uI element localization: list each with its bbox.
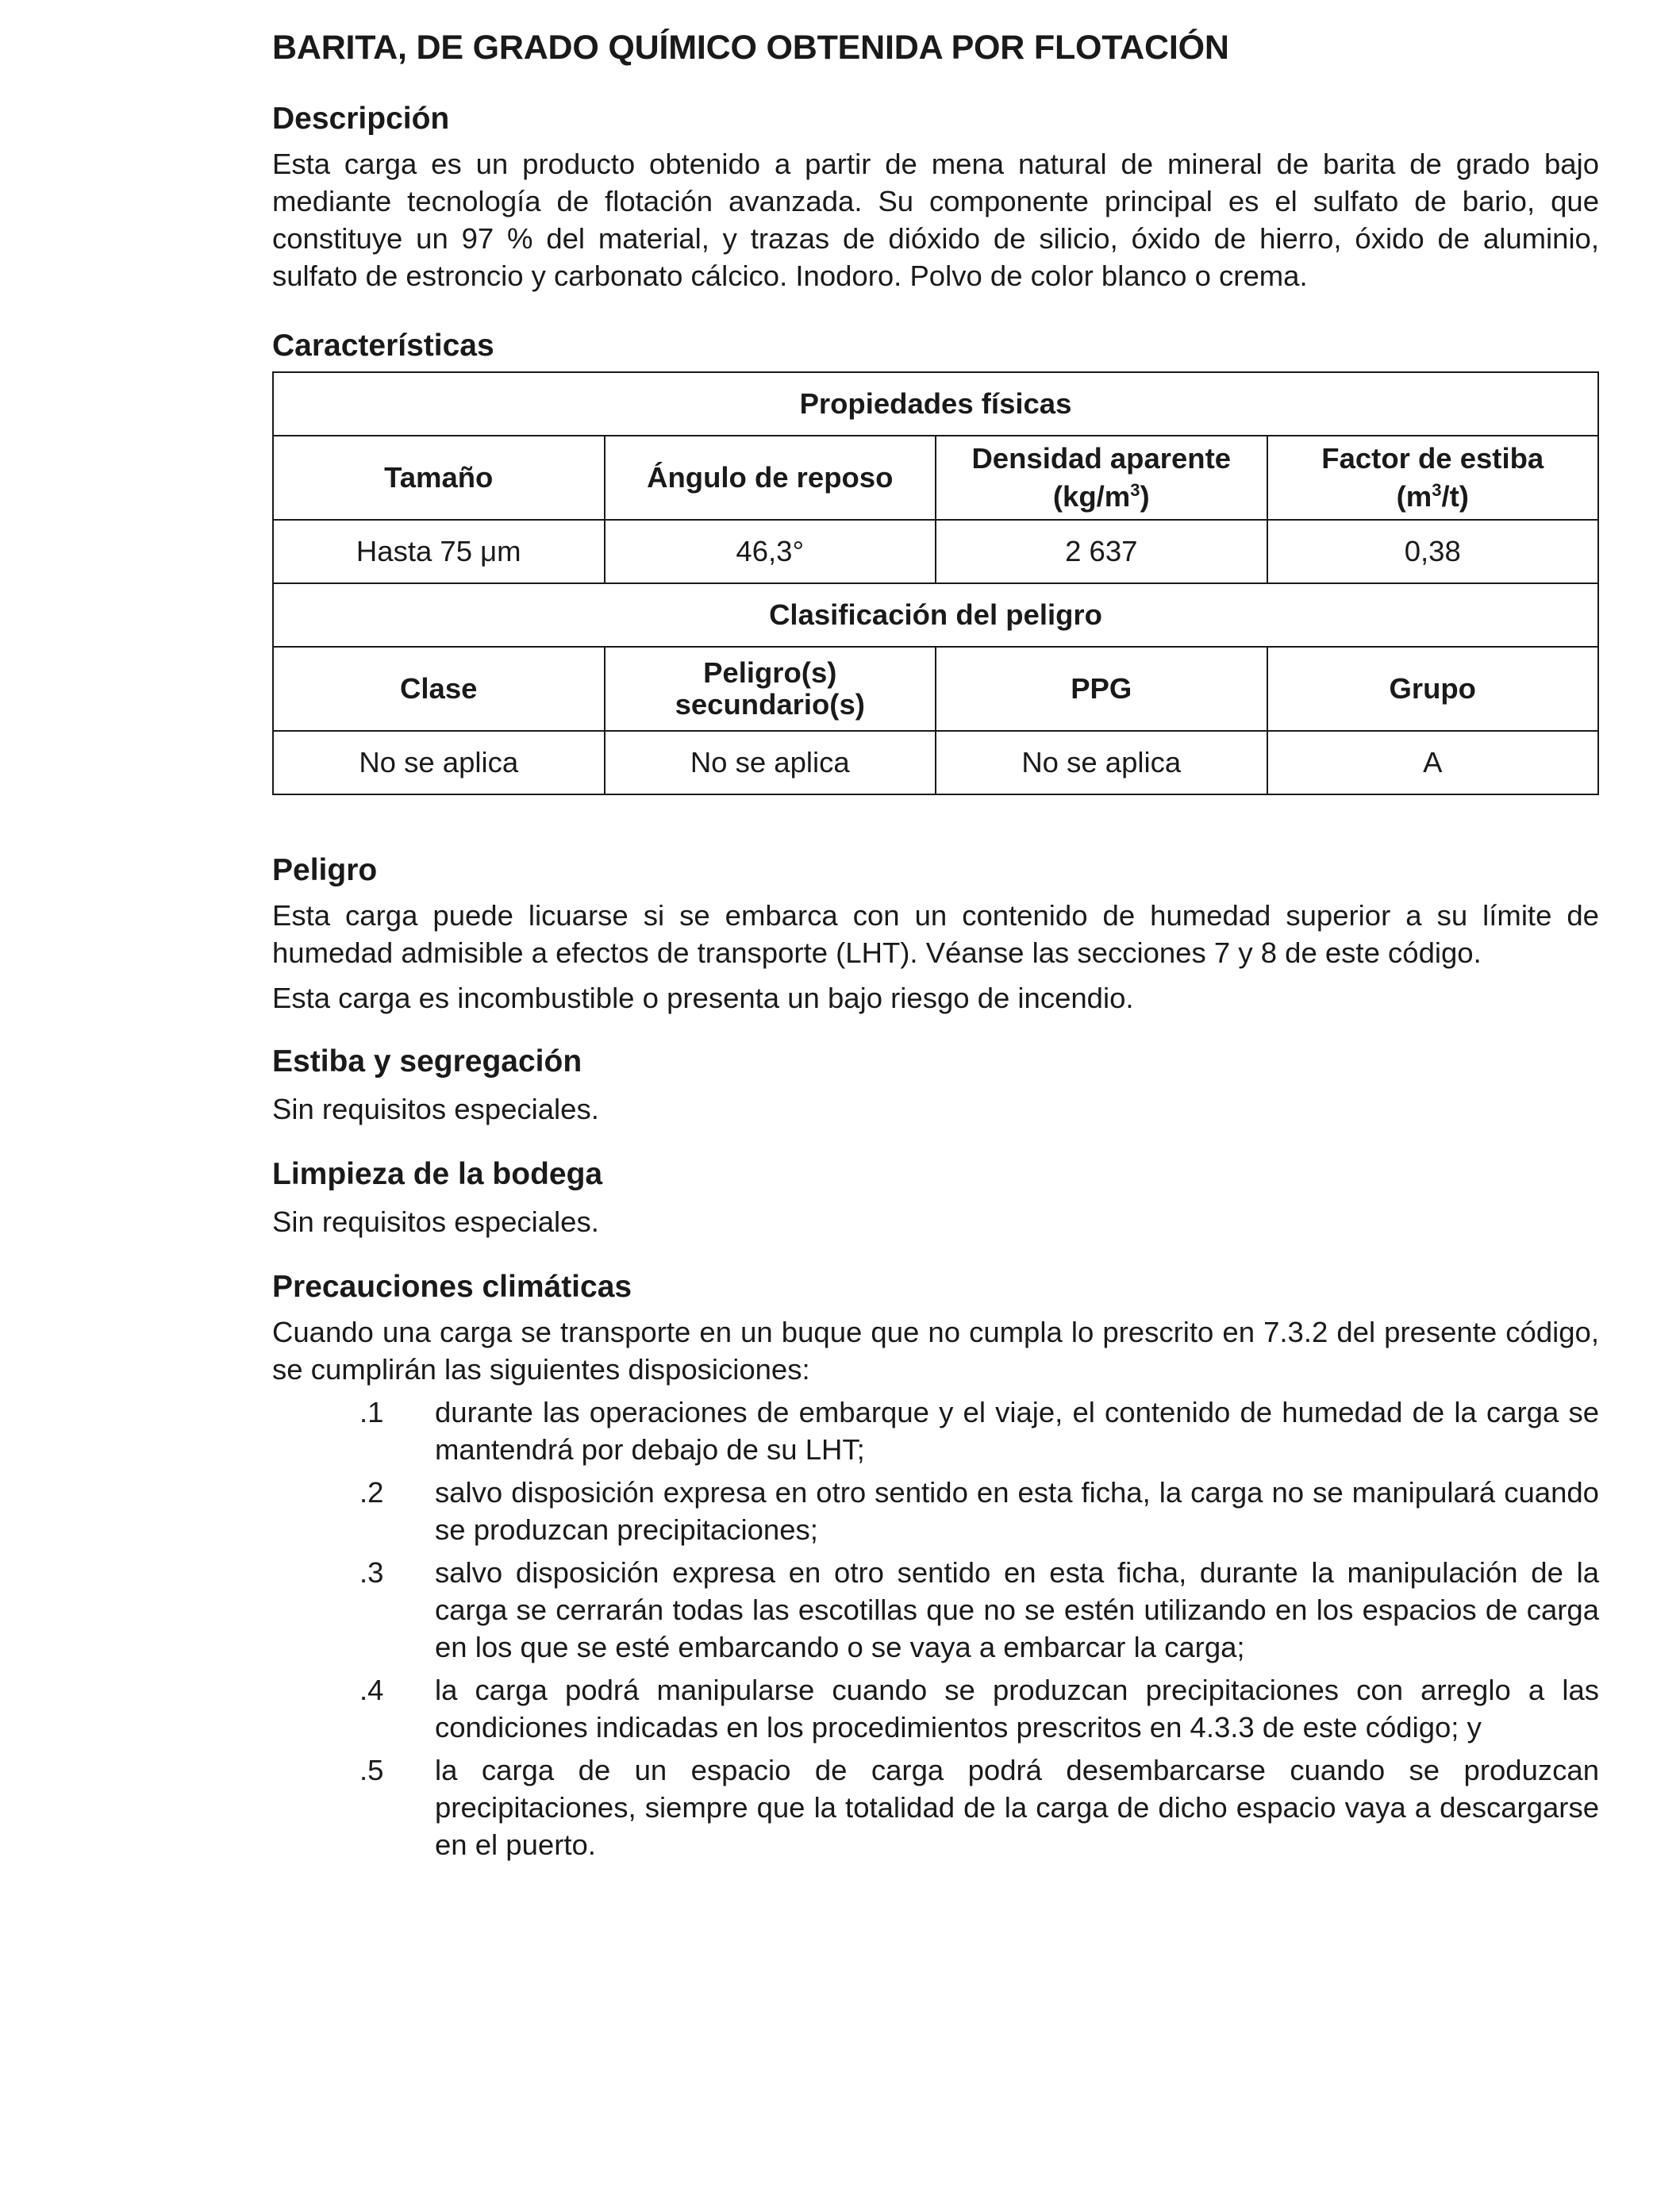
value-grupo: A: [1267, 731, 1599, 794]
hazard-classification-title: Clasificación del peligro: [273, 583, 1598, 647]
header-clase: Clase: [273, 647, 605, 731]
header-grupo: Grupo: [1267, 647, 1599, 731]
header-ppg: PPG: [936, 647, 1267, 731]
descripcion-heading: Descripción: [272, 102, 450, 136]
precauciones-list: [272, 1394, 1599, 1869]
value-clase: No se aplica: [273, 731, 605, 794]
limpieza-heading: Limpieza de la bodega: [272, 1157, 603, 1191]
list-item: .1 durante las operaciones de embarque y el viaje, el contenido de humedad de la carga se mantendrá por debajo de su LHT;: [359, 1396, 1599, 1466]
physical-properties-title: Propiedades físicas: [273, 372, 1598, 436]
precauciones-heading: Precauciones climáticas: [272, 1270, 632, 1304]
peligro-text: Esta carga puede licuarse si se embarca con un contenido de humedad superior a su límite de humedad admisible a efectos de transporte (LHT). Véanse las secciones 7 y 8 de este código.: [272, 899, 1599, 969]
header-peligros-secundarios: Peligro(s) secundario(s): [605, 647, 936, 731]
header-angulo: Ángulo de reposo: [605, 436, 936, 520]
value-tamano: Hasta 75 μm: [273, 520, 605, 583]
value-factor-estiba: 0,38: [1267, 520, 1599, 583]
list-item: .5 la carga de un espacio de carga podrá desembarcarse cuando se produzcan precipitaciones, siempre que la totalidad de la carga de dicho espacio vaya a descargarse en el puerto.: [359, 1754, 1599, 1861]
peligro-text-2: Esta carga es incombustible o presenta un bajo riesgo de incendio.: [272, 982, 1134, 1014]
value-peligros-secundarios: No se aplica: [605, 731, 936, 794]
estiba-heading: Estiba y segregación: [272, 1044, 582, 1078]
header-densidad: Densidad aparente $(kg/m^3)$: [936, 436, 1267, 520]
header-factor-estiba: Factor de estiba $(m^3/t)$: [1267, 436, 1599, 520]
value-angulo: 46,3°: [605, 520, 936, 583]
caracteristicas-heading: Características: [272, 329, 494, 363]
peligro-heading: Peligro: [272, 853, 378, 887]
list-item: .3 salvo disposición expresa en otro sentido en esta ficha, durante la manipulación de la carga se cerrarán todas las escotillas que no se estén utilizando en los espacios de carga en los que se esté embarcando o se vaya a embarcar la carga;: [359, 1556, 1599, 1663]
list-item: .2 salvo disposición expresa en otro sentido en esta ficha, la carga no se manipulará cuando se produzcan precipitaciones;: [359, 1476, 1599, 1546]
value-densidad: 2 637: [936, 520, 1267, 583]
list-item: .4 la carga podrá manipularse cuando se produzcan precipitaciones con arreglo a las condiciones indicadas en los procedimientos prescritos en 4.3.3 de este código; y: [359, 1674, 1599, 1744]
header-tamano: Tamaño: [273, 436, 605, 520]
estiba-text: Sin requisitos especiales.: [272, 1093, 599, 1125]
precauciones-intro: Cuando una carga se transporte en un buque que no cumpla lo prescrito en 7.3.2 del presente código, se cumplirán las siguientes disposiciones:: [272, 1316, 1599, 1386]
limpieza-text: Sin requisitos especiales.: [272, 1205, 599, 1238]
descripcion-text: Esta carga es un producto obtenido a partir de mena natural de mineral de barita de grado bajo mediante tecnología de flotación avanzada. Su componente principal es el sulfato de bario, que constituye un 97 % del material, y trazas de dióxido de silicio, óxido de hierro, óxido de aluminio, sulfato de estroncio y carbonato cálcico. Inodoro. Polvo de color blanco o crema.: [272, 148, 1599, 292]
properties-table: [272, 371, 1599, 795]
document-title: BARITA, DE GRADO QUÍMICO OBTENIDA POR FLOTACIÓN: [272, 29, 1229, 67]
value-ppg: No se aplica: [936, 731, 1267, 794]
